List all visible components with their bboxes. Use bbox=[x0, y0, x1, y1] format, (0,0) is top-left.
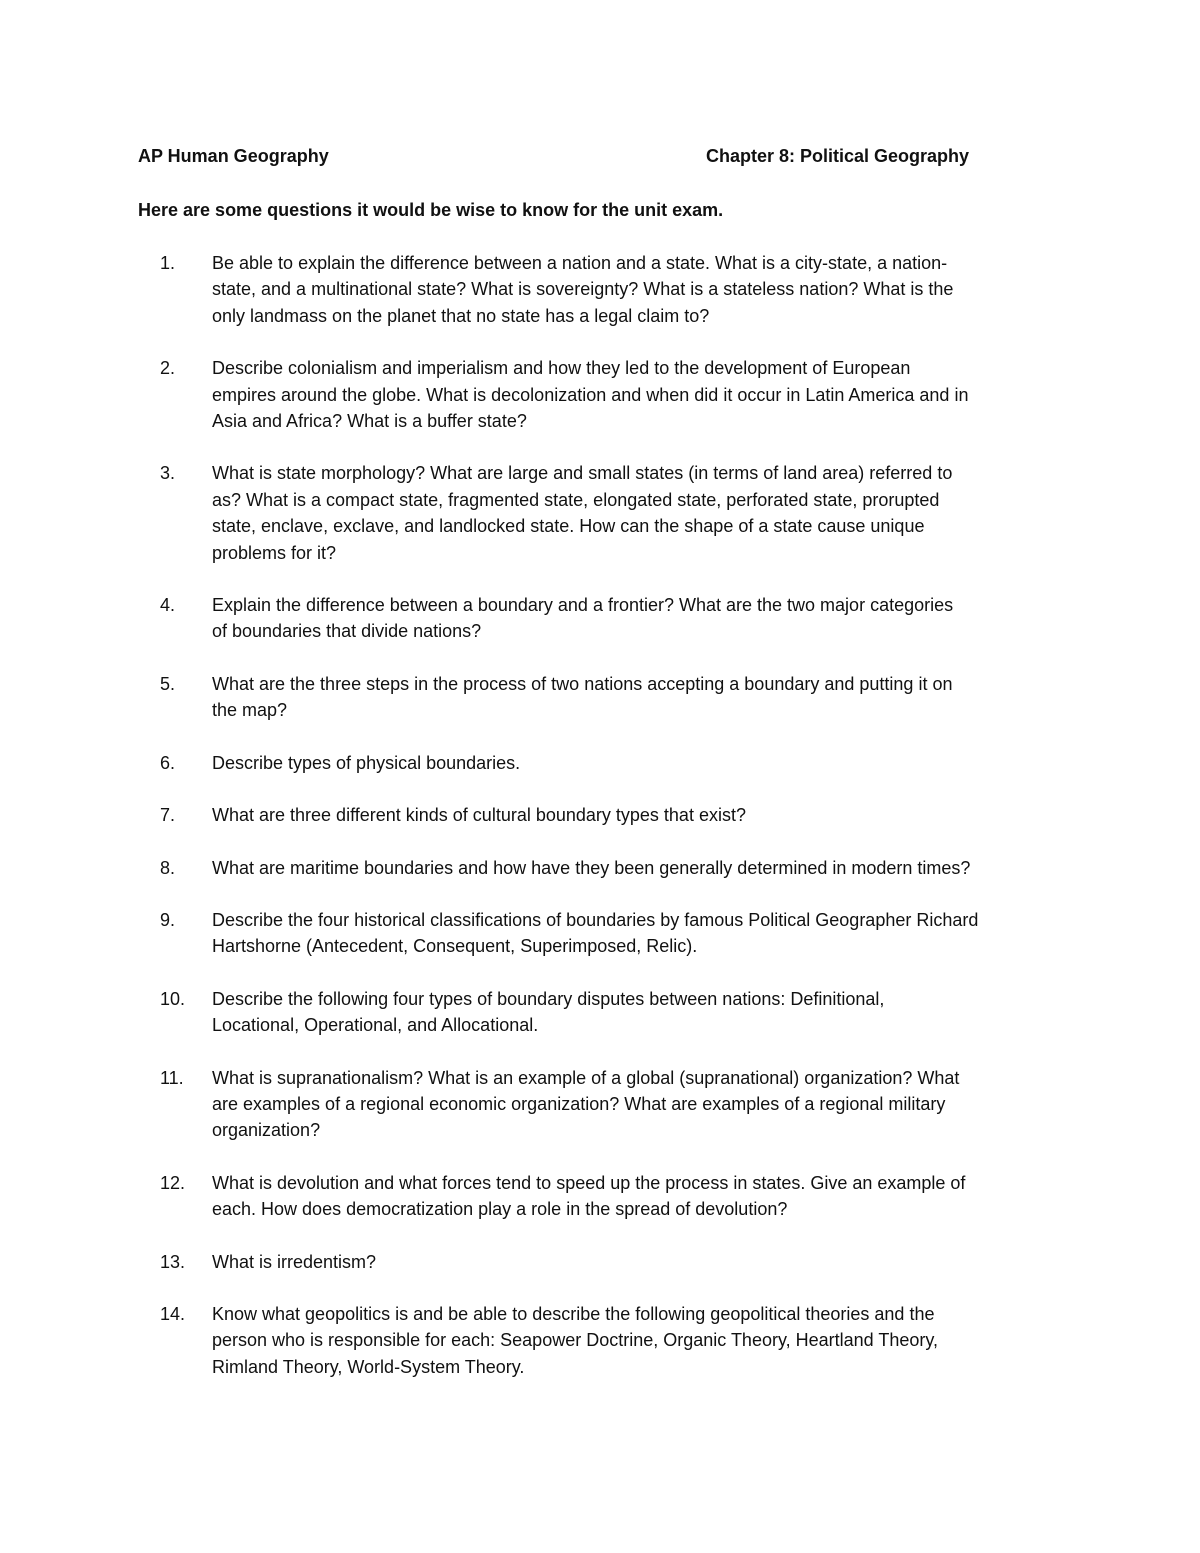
question-number: 1. bbox=[160, 253, 176, 273]
question-number: 13. bbox=[160, 1251, 186, 1272]
question-item bbox=[138, 802, 1058, 828]
question-text: What are the three steps in the process of two nations accepting a boundary and putting it on the map? bbox=[212, 673, 953, 721]
question-item bbox=[138, 1301, 1058, 1380]
question-text: What is devolution and what forces tend to speed up the process in states. Give an example of each. How does democratization play a role in the spread of devolution? bbox=[212, 1172, 966, 1220]
question-item bbox=[138, 986, 1058, 1039]
question-number: 12. bbox=[160, 1172, 186, 1193]
intro-text: Here are some questions it would be wise to know for the unit exam. bbox=[138, 200, 724, 220]
question-text: What is state morphology? What are large and small states (in terms of land area) referred to as? What is a compact state, fragmented state, elongated state, perforated state, prorupted state, enclave, exclave, and landlocked state. How can the shape of a state cause unique problems for it? bbox=[212, 463, 953, 563]
question-number: 3. bbox=[160, 463, 176, 484]
question-item bbox=[138, 855, 1058, 881]
question-item bbox=[138, 460, 1058, 566]
question-text: Describe the four historical classifications of boundaries by famous Political Geographer Richard Hartshorne (Antecedent, Consequent, Superimposed, Relic). bbox=[212, 909, 979, 957]
question-number: 10. bbox=[160, 988, 186, 1009]
question-item bbox=[138, 750, 1058, 776]
question-text: Describe the following four types of boundary disputes between nations: Definitional, Locational, Operational, and Allocational. bbox=[212, 988, 885, 1036]
question-text: Know what geopolitics is and be able to describe the following geopolitical theories and the person who is responsible for each: Seapower Doctrine, Organic Theory, Heartland Theory, Rimland Theory, World-System Theory. bbox=[212, 1303, 939, 1377]
question-number: 11. bbox=[160, 1067, 184, 1088]
question-text: What are maritime boundaries and how have they been generally determined in modern times? bbox=[212, 857, 971, 878]
question-number: 9. bbox=[160, 909, 176, 930]
chapter-title: Chapter 8: Political Geography bbox=[706, 146, 970, 166]
question-text: Describe colonialism and imperialism and how they led to the development of European empires around the globe. What is decolonization and when did it occur in Latin America and in Asia and Africa? What is a buffer state? bbox=[212, 358, 969, 432]
question-item bbox=[138, 250, 1058, 329]
question-text: What are three different kinds of cultural boundary types that exist? bbox=[212, 805, 746, 826]
question-item bbox=[138, 1065, 1058, 1144]
question-text: Describe types of physical boundaries. bbox=[212, 752, 521, 773]
question-number: 5. bbox=[160, 673, 176, 694]
question-item bbox=[138, 1170, 1058, 1223]
question-text: Be able to explain the difference between a nation and a state. What is a city-state, a nation- state, and a multinational state? What is sovereignty? What is a stateless nation? What is the only landmass on the planet that no state has a legal claim to? bbox=[212, 253, 954, 326]
question-list bbox=[138, 250, 1058, 1406]
question-item bbox=[138, 355, 1058, 434]
question-number: 8. bbox=[160, 857, 176, 878]
question-text: What is supranationalism? What is an example of a global (supranational) organization? What are examples of a regional economic organization? What are examples of a regional military organization? bbox=[212, 1067, 960, 1141]
question-text: Explain the difference between a boundary and a frontier? What are the two major categories of boundaries that divide nations? bbox=[212, 595, 954, 642]
question-number: 2. bbox=[160, 358, 176, 379]
question-text: What is irredentism? bbox=[212, 1251, 377, 1272]
question-item bbox=[138, 671, 1058, 724]
question-item bbox=[138, 907, 1058, 960]
question-item bbox=[138, 1249, 1058, 1275]
question-item bbox=[138, 592, 1058, 645]
question-number: 14. bbox=[160, 1303, 186, 1324]
question-number: 7. bbox=[160, 805, 176, 826]
course-title: AP Human Geography bbox=[138, 146, 329, 166]
question-number: 6. bbox=[160, 752, 176, 773]
question-number: 4. bbox=[160, 595, 176, 616]
